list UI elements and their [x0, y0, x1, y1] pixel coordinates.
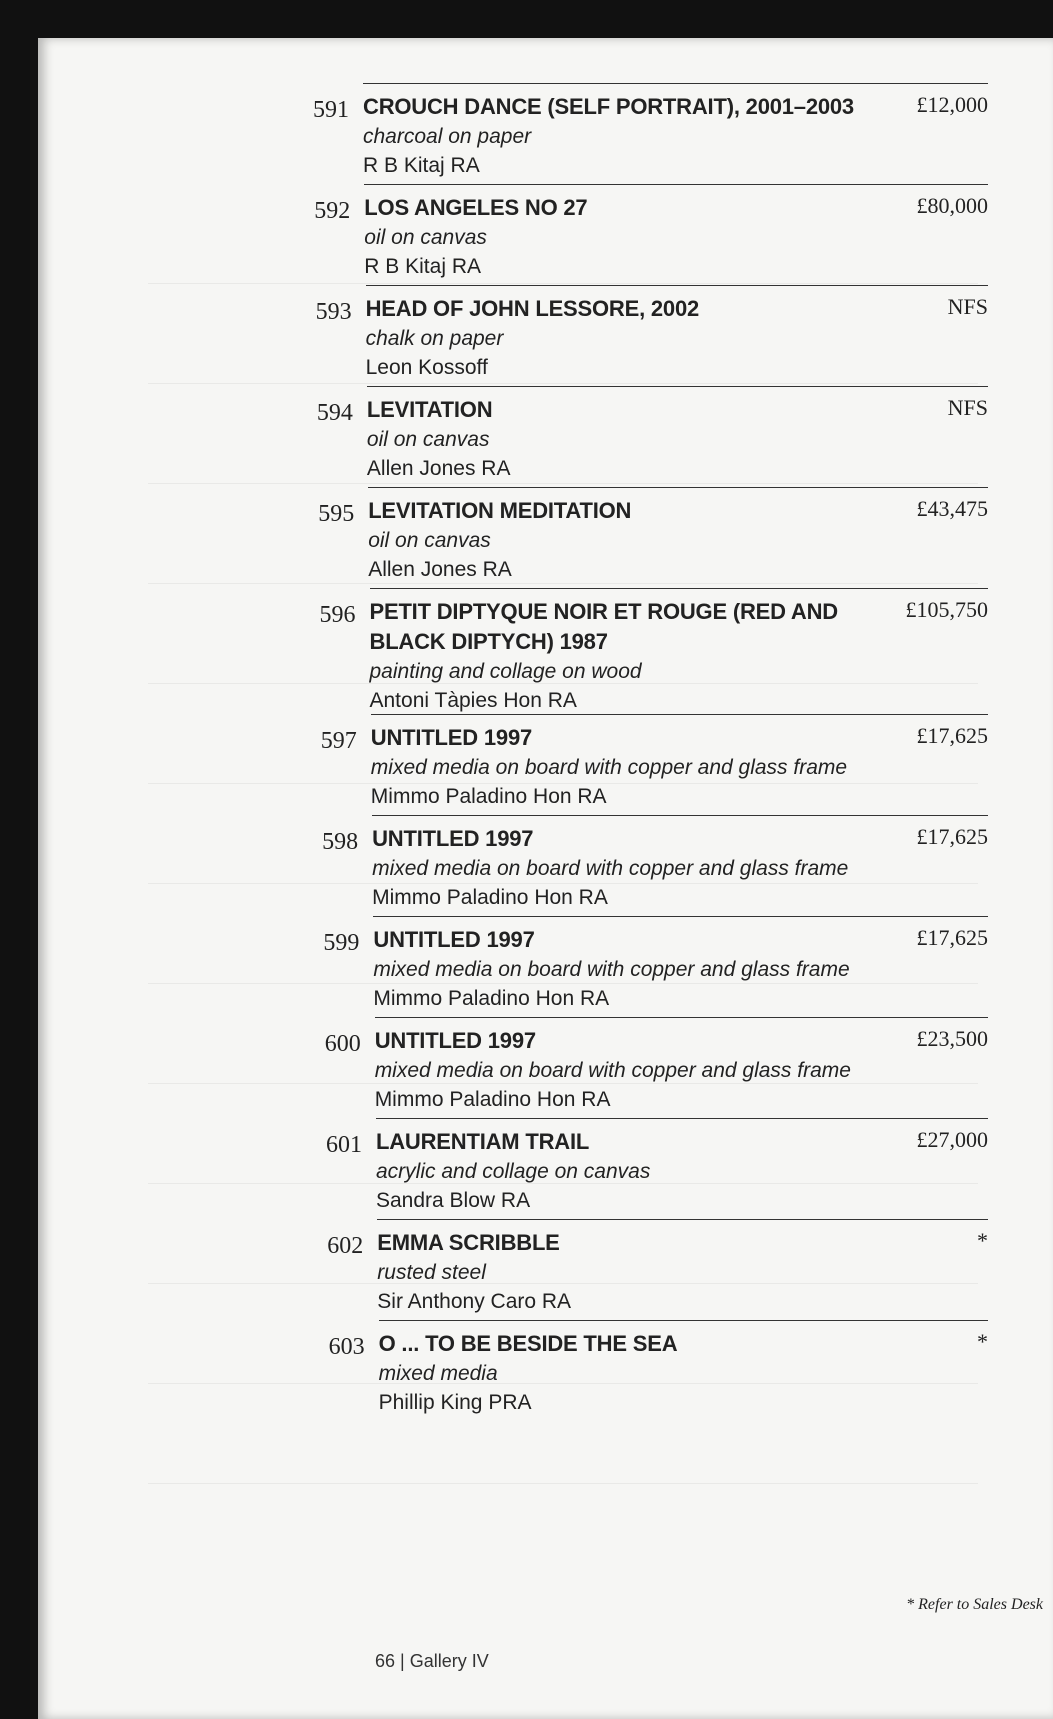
lot-number: 592	[314, 198, 351, 224]
catalogue-entry	[320, 588, 989, 714]
entry-body	[373, 925, 878, 1013]
work-medium: chalk on paper	[365, 327, 504, 350]
entry-rule	[370, 588, 989, 589]
catalogue-entry	[314, 184, 988, 285]
artist-name: Allen Jones RA	[366, 457, 511, 480]
work-title: EMMA SCRIBBLE	[377, 1230, 560, 1255]
work-medium: acrylic and collage on canvas	[376, 1160, 651, 1183]
catalogue-entry	[327, 1219, 988, 1320]
work-medium: mixed media on board with copper and glass frame	[370, 756, 848, 779]
work-medium: mixed media on board with copper and glass frame	[373, 958, 850, 981]
work-medium: oil on canvas	[366, 428, 490, 451]
entry-rule	[366, 285, 988, 286]
entry-rule	[376, 1118, 988, 1119]
catalogue-page	[38, 38, 1053, 1719]
entry-rule	[375, 1017, 988, 1018]
work-title: LOS ANGELES NO 27	[364, 195, 588, 220]
artist-name: Leon Kossoff	[365, 356, 488, 379]
price: £80,000	[916, 193, 988, 218]
entry-body	[376, 1127, 878, 1215]
page-folio: 66 | Gallery IV	[375, 1651, 489, 1671]
work-medium: mixed media on board with copper and glass frame	[374, 1059, 851, 1082]
work-title: CROUCH DANCE (SELF PORTRAIT), 2001–2003	[363, 94, 854, 119]
lot-number: 591	[313, 97, 349, 123]
entry-rule	[363, 83, 988, 84]
lot-number: 601	[326, 1132, 362, 1158]
catalogue-entry	[323, 916, 988, 1017]
work-title: UNTITLED 1997	[370, 725, 533, 750]
work-medium: painting and collage on wood	[369, 660, 642, 683]
artist-name: Sandra Blow RA	[376, 1189, 531, 1212]
catalogue-entry	[317, 386, 988, 487]
work-medium: charcoal on paper	[363, 125, 532, 148]
artist-name: Sir Anthony Caro RA	[377, 1290, 572, 1313]
price: NFS	[947, 395, 988, 420]
artist-name: Mimmo Paladino Hon RA	[370, 785, 607, 808]
entry-body	[375, 1026, 878, 1114]
artist-name: Phillip King PRA	[378, 1391, 532, 1414]
work-title: UNTITLED 1997	[374, 1028, 536, 1053]
entry-body	[370, 597, 879, 715]
artist-name: R B Kitaj RA	[363, 154, 480, 177]
lot-number: 600	[324, 1031, 361, 1057]
sales-desk-footnote: * Refer to Sales Desk	[906, 1596, 1043, 1613]
artist-name: Mimmo Paladino Hon RA	[372, 886, 608, 909]
catalogue-entry	[321, 714, 988, 815]
work-title: UNTITLED 1997	[372, 826, 534, 851]
work-medium: oil on canvas	[364, 226, 487, 249]
catalogue-entry	[329, 1320, 988, 1421]
price: £17,625	[916, 925, 988, 950]
catalogue-entry	[326, 1118, 988, 1219]
work-medium: oil on canvas	[368, 529, 491, 552]
price: £105,750	[905, 597, 988, 622]
lot-number: 602	[327, 1233, 364, 1259]
work-title: LAURENTIAM TRAIL	[376, 1129, 590, 1154]
catalogue-entry-list	[313, 83, 1053, 1421]
entry-rule	[372, 815, 988, 816]
artist-name: Antoni Tàpies Hon RA	[369, 689, 577, 712]
entry-body	[371, 723, 878, 811]
entry-rule	[379, 1320, 988, 1321]
work-title: UNTITLED 1997	[373, 927, 535, 952]
entry-rule	[377, 1219, 988, 1220]
entry-rule	[364, 184, 988, 185]
price: £17,625	[916, 723, 988, 748]
work-title: HEAD OF JOHN LESSORE, 2002	[365, 296, 700, 321]
catalogue-entry	[318, 487, 988, 588]
entry-body	[364, 193, 878, 281]
price: £43,475	[916, 496, 988, 521]
lot-number: 597	[320, 728, 357, 754]
entry-body	[379, 1329, 878, 1417]
lot-number: 595	[318, 501, 355, 527]
price: £17,625	[916, 824, 988, 849]
lot-number: 596	[319, 602, 356, 628]
price: *	[976, 1228, 988, 1253]
entry-rule	[371, 714, 988, 715]
price: £23,500	[916, 1026, 988, 1051]
entry-rule	[368, 487, 988, 488]
artist-name: Mimmo Paladino Hon RA	[374, 1088, 611, 1111]
artist-name: Allen Jones RA	[368, 558, 512, 581]
work-medium: mixed media	[378, 1362, 498, 1385]
entry-body	[366, 294, 878, 382]
work-title: LEVITATION MEDITATION	[368, 498, 632, 523]
price: £12,000	[916, 92, 988, 117]
entry-body	[367, 395, 878, 483]
work-title: PETIT DIPTYQUE NOIR ET ROUGE (RED AND BLACK DIPTYCH) 1987	[369, 599, 838, 654]
catalogue-entry	[325, 1017, 988, 1118]
entry-body	[363, 92, 878, 180]
price: NFS	[947, 294, 988, 319]
entry-body	[368, 496, 878, 584]
lot-number: 594	[316, 400, 353, 426]
work-medium: mixed media on board with copper and glass frame	[372, 857, 849, 880]
work-title: LEVITATION	[366, 397, 493, 422]
catalogue-entry	[322, 815, 988, 916]
entry-rule	[373, 916, 988, 917]
price: *	[976, 1329, 988, 1354]
work-title: O ... TO BE BESIDE THE SEA	[378, 1331, 678, 1356]
price: £27,000	[916, 1127, 988, 1152]
lot-number: 603	[328, 1334, 365, 1360]
entry-rule	[367, 386, 988, 387]
lot-number: 599	[323, 930, 360, 956]
entry-body	[377, 1228, 878, 1316]
artist-name: Mimmo Paladino Hon RA	[373, 987, 610, 1010]
work-medium: rusted steel	[377, 1261, 486, 1284]
catalogue-entry	[313, 83, 988, 184]
entry-body	[372, 824, 878, 912]
artist-name: R B Kitaj RA	[364, 255, 481, 278]
catalogue-entry	[316, 285, 988, 386]
lot-number: 593	[315, 299, 352, 325]
lot-number: 598	[322, 829, 359, 855]
